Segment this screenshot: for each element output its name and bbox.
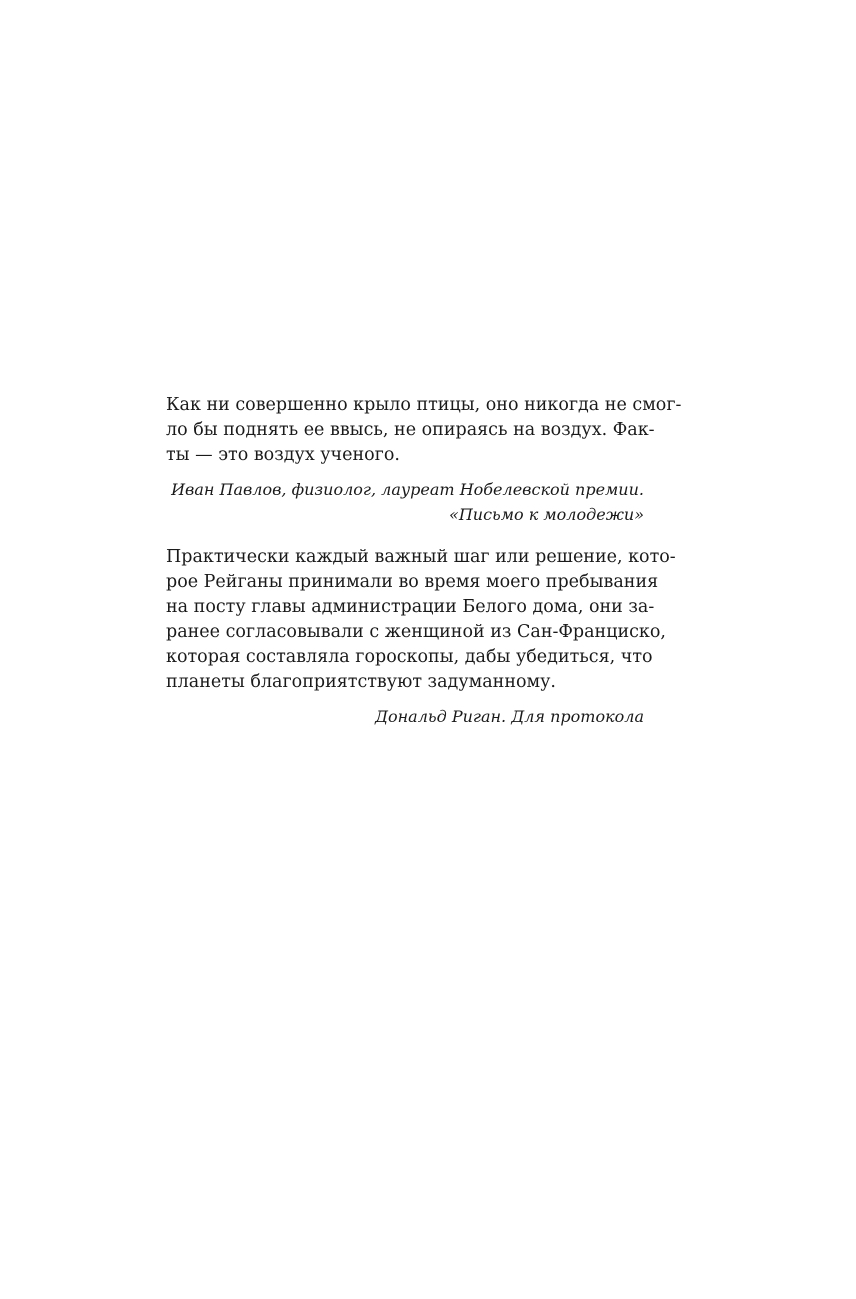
epigraph-regan <box>166 545 676 729</box>
epigraph-attribution <box>166 704 644 729</box>
quote-line: ты — это воздух ученого. <box>166 445 400 465</box>
quote-line: которая составляла гороскопы, дабы убедиться, что <box>166 647 653 667</box>
quote-line: на посту главы администрации Белого дома, они за- <box>166 597 655 617</box>
epigraph-attribution <box>166 477 644 527</box>
epigraph-quote <box>166 393 682 468</box>
quote-line: ранее согласовывали с женщиной из Сан-Франциско, <box>166 622 666 642</box>
quote-line: рое Рейганы принимали во время моего пребывания <box>166 572 659 592</box>
quote-line: Как ни совершенно крыло птицы, оно никогда не смог- <box>166 395 682 415</box>
attribution-line: Дональд Риган. Для протокола <box>374 707 644 726</box>
quote-line: Практически каждый важный шаг или решение, кото- <box>166 547 676 567</box>
attribution-line: «Письмо к молодежи» <box>449 505 644 524</box>
epigraph-quote <box>166 545 676 695</box>
quote-line: планеты благоприятствуют задуманному. <box>166 672 556 692</box>
attribution-line: Иван Павлов, физиолог, лауреат Нобелевской премии. <box>171 480 644 499</box>
epigraph-pavlov <box>166 393 682 527</box>
quote-line: ло бы поднять ее ввысь, не опираясь на воздух. Фак- <box>166 420 655 440</box>
